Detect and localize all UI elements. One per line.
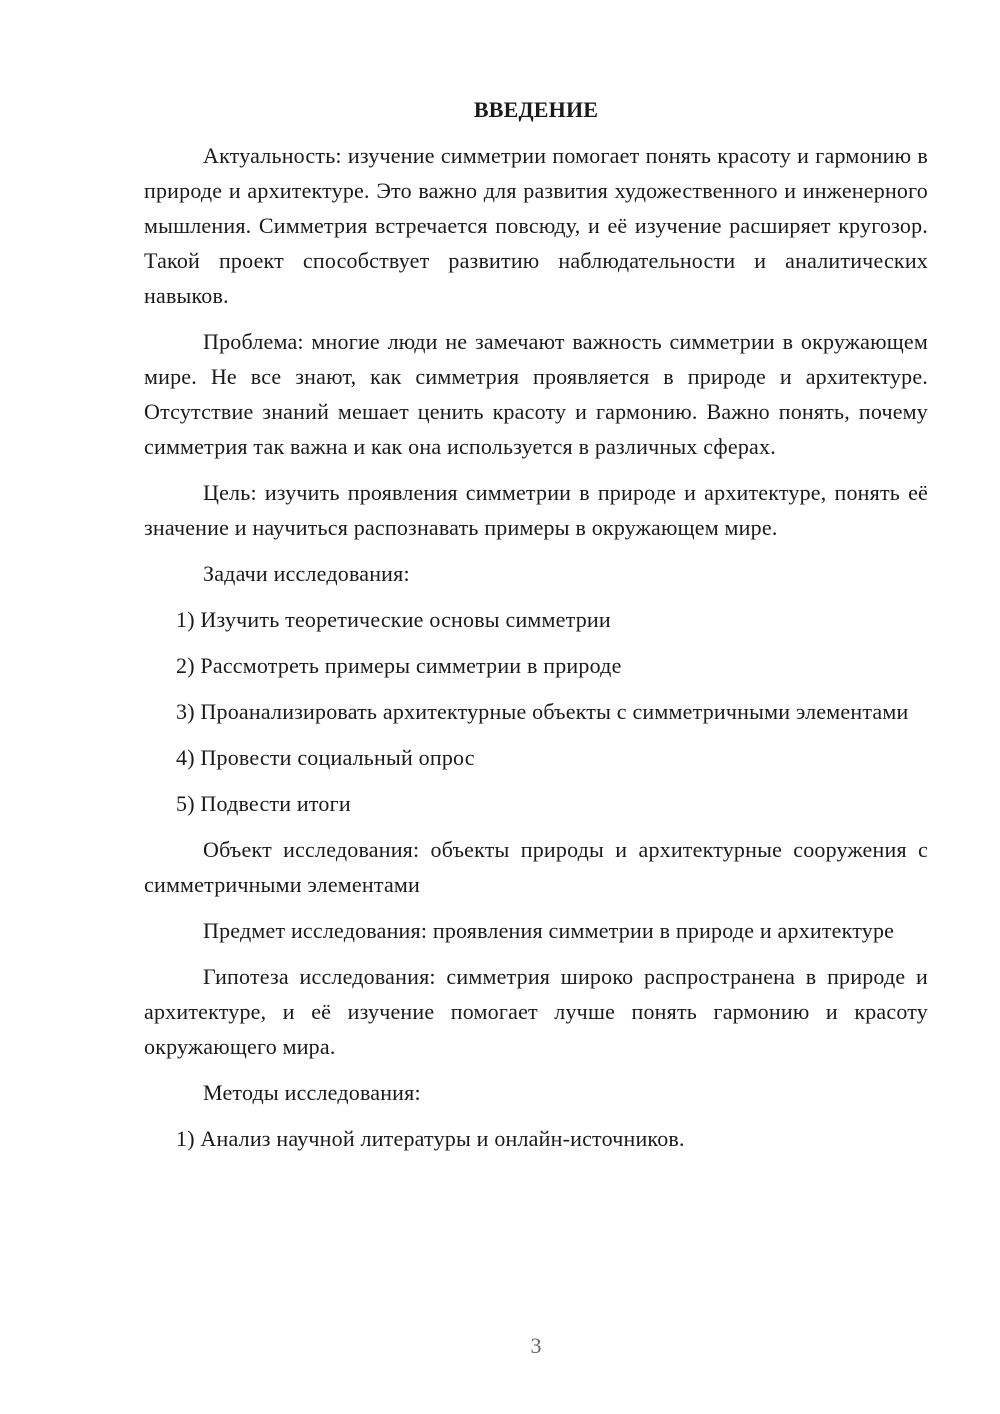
paragraph-subject: Предмет исследования: проявления симметрии в природе и архитектуре: [203, 918, 895, 943]
task-item: 1) Изучить теоретические основы симметрии: [176, 607, 611, 632]
paragraph-hypothesis: Гипотеза исследования: симметрия широко распространена в природе и архитектуре, и её изучение помогает лучше понять гармонию и красоту окружающего мира.: [144, 964, 928, 1059]
paragraph-goal: Цель: изучить проявления симметрии в природе и архитектуре, понять её значение и научиться распознавать примеры в окружающем мире.: [144, 480, 928, 540]
paragraph-relevance: Актуальность: изучение симметрии помогает понять красоту и гармонию в природе и архитектуре. Это важно для развития художественного и инженерного мышления. Симметрия встречается повсюду, и её изучение расширяет кругозор. Такой проект способствует развитию наблюдательности и аналитических навыков.: [144, 143, 928, 308]
task-item: 3) Проанализировать архитектурные объекты с симметричными элементами: [176, 699, 909, 724]
task-item: 4) Провести социальный опрос: [176, 745, 475, 770]
paragraph-problem: Проблема: многие люди не замечают важность симметрии в окружающем мире. Не все знают, как симметрия проявляется в природе и архитектуре. Отсутствие знаний мешает ценить красоту и гармонию. Важно понять, почему симметрия так важна и как она используется в различных сферах.: [144, 329, 928, 459]
method-item: 1) Анализ научной литературы и онлайн-источников.: [176, 1126, 685, 1151]
methods-heading: Методы исследования:: [203, 1080, 421, 1105]
task-item: 2) Рассмотреть примеры симметрии в природе: [176, 653, 622, 678]
paragraph-object: Объект исследования: объекты природы и архитектурные сооружения с симметричными элементами: [144, 837, 928, 897]
tasks-heading: Задачи исследования:: [203, 561, 410, 586]
task-item: 5) Подвести итоги: [176, 791, 351, 816]
page-number: 3: [530, 1333, 542, 1358]
page-content: [144, 92, 928, 1167]
section-title: ВВЕДЕНИЕ: [473, 97, 599, 122]
